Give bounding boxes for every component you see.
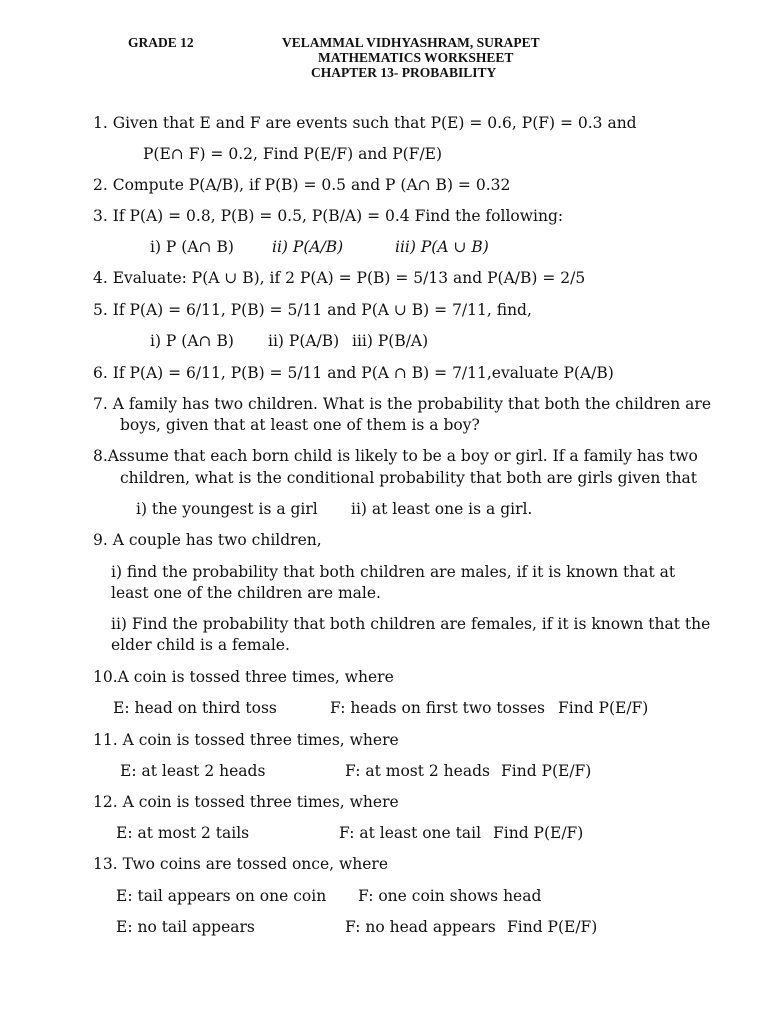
question-5-part-iii: iii) P(B/A)	[352, 332, 429, 350]
question-9: 9. A couple has two children,	[93, 531, 322, 549]
question-13: 13. Two coins are tossed once, where	[93, 855, 388, 873]
worksheet-title: MATHEMATICS WORKSHEET	[318, 50, 514, 65]
question-5: 5. If P(A) = 6/11, P(B) = 5/11 and P(A ∪ B) = 7/11, find,	[93, 301, 532, 319]
question-1-line-2: P(E∩ F) = 0.2, Find P(E/F) and P(F/E)	[143, 145, 443, 163]
question-9-part-ii-line-2: elder child is a female.	[111, 636, 290, 654]
question-7-line-2: boys, given that at least one of them is a boy?	[120, 416, 480, 434]
question-8-part-i: i) the youngest is a girl	[136, 500, 318, 518]
question-11-event-f: F: at most 2 heads	[345, 762, 490, 780]
question-6: 6. If P(A) = 6/11, P(B) = 5/11 and P(A ∩ B) = 7/11,evaluate P(A/B)	[93, 364, 614, 382]
question-5-part-ii: ii) P(A/B)	[268, 332, 340, 350]
question-12-event-e: E: at most 2 tails	[116, 824, 250, 842]
question-3: 3. If P(A) = 0.8, P(B) = 0.5, P(B/A) = 0.4 Find the following:	[93, 207, 564, 225]
question-11-event-e: E: at least 2 heads	[120, 762, 266, 780]
question-3-part-iii: iii) P(A ∪ B)	[395, 238, 489, 256]
question-13b-find: Find P(E/F)	[507, 918, 598, 936]
question-13a-event-f: F: one coin shows head	[358, 887, 542, 905]
question-10-find: Find P(E/F)	[558, 699, 649, 717]
question-12-find: Find P(E/F)	[493, 824, 584, 842]
question-10-event-f: F: heads on first two tosses	[330, 699, 546, 717]
question-12: 12. A coin is tossed three times, where	[93, 793, 399, 811]
school-name: VELAMMAL VIDHYASHRAM, SURAPET	[282, 35, 540, 50]
question-3-part-i: i) P (A∩ B)	[150, 238, 234, 256]
question-4: 4. Evaluate: P(A ∪ B), if 2 P(A) = P(B) = 5/13 and P(A/B) = 2/5	[93, 269, 586, 287]
question-3-part-ii: ii) P(A/B)	[272, 238, 344, 256]
question-13a-event-e: E: tail appears on one coin	[116, 887, 327, 905]
question-13b-event-f: F: no head appears	[345, 918, 496, 936]
grade-label: GRADE 12	[128, 35, 194, 50]
question-8-line-2: children, what is the conditional probability that both are girls given that	[120, 469, 698, 487]
question-10-event-e: E: head on third toss	[113, 699, 277, 717]
question-5-part-i: i) P (A∩ B)	[150, 332, 234, 350]
question-1-line-1: 1. Given that E and F are events such that P(E) = 0.6, P(F) = 0.3 and	[93, 114, 637, 132]
question-7-line-1: 7. A family has two children. What is the probability that both the children are	[93, 395, 712, 413]
question-9-part-i-line-2: least one of the children are male.	[111, 584, 381, 602]
question-2: 2. Compute P(A/B), if P(B) = 0.5 and P (A∩ B) = 0.32	[93, 176, 511, 194]
question-9-part-ii-line-1: ii) Find the probability that both children are females, if it is known that the	[111, 615, 711, 633]
question-11-find: Find P(E/F)	[501, 762, 592, 780]
question-8-line-1: 8.Assume that each born child is likely to be a boy or girl. If a family has two	[93, 447, 698, 465]
question-13b-event-e: E: no tail appears	[116, 918, 255, 936]
chapter-title: CHAPTER 13- PROBABILITY	[311, 65, 497, 80]
question-8-part-ii: ii) at least one is a girl.	[351, 500, 533, 518]
question-12-event-f: F: at least one tail	[339, 824, 482, 842]
question-11: 11. A coin is tossed three times, where	[93, 731, 399, 749]
question-9-part-i-line-1: i) find the probability that both children are males, if it is known that at	[111, 563, 676, 581]
question-10: 10.A coin is tossed three times, where	[93, 668, 394, 686]
